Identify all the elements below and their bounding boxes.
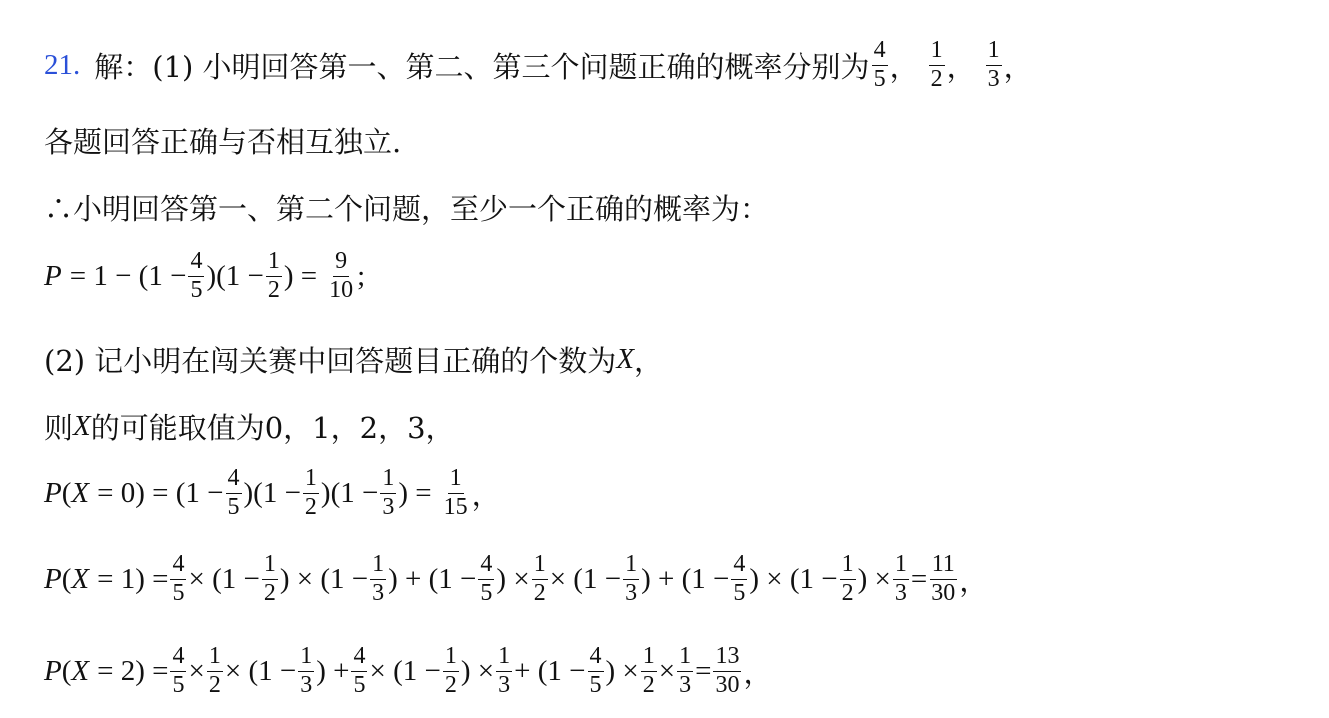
therefore-line xyxy=(44,179,769,235)
fraction: $\frac{1}{3}$ xyxy=(382,465,395,520)
fraction: $\frac{4}{5}$ xyxy=(480,551,493,606)
random-variable-line: (2) 记小明在闯关赛中回答题目正确的个数为 X ， xyxy=(44,342,664,378)
fraction: $\frac{4}{5}$ xyxy=(190,248,203,303)
fraction: $\frac{1}{2}$ xyxy=(208,643,221,698)
problem-intro-text: 解：(1) 小明回答第一、第二、第三个问题正确的概率分别为 xyxy=(94,49,870,84)
fraction: $\frac{4}{5}$ xyxy=(353,643,366,698)
independence-line xyxy=(44,112,401,168)
fraction: $\frac{1}{2}$ xyxy=(642,643,655,698)
fraction: $\frac{4}{5}$ xyxy=(172,551,185,606)
possible-values-line: 则 X 的可能取值为0，1，2，3， xyxy=(44,409,455,445)
fraction: $\frac{4}{5}$ xyxy=(227,465,240,520)
fraction: $\frac{1}{3}$ xyxy=(498,643,511,698)
therefore-text: ∴小明回答第一、第二个问题，至少一个正确的概率为： xyxy=(44,191,770,226)
independence-text: 各题回答正确与否相互独立. xyxy=(44,124,402,159)
probability-equation-line: P = 1 − (1 − $\frac{4}{5}$ )(1 − $\frac{1}{2}$ ) = $\frac{9}{10}$ ; xyxy=(44,248,366,303)
p-x-equals-1-line: P ( X = 1) = $\frac{4}{5}$ × (1 − $\frac{1}{2}$ ) × (1 − $\frac{1}{3}$ ) + (1 − $\frac{4}{5}$ ) × $\frac{1}{2}$ × (1 − $\frac{1}{3}$ ) + (1 − $\frac{4}{5}$ ) × (1 − $\frac{1}{2}$ ) × $\frac{1}{3}$ = $\frac{11}{30}$ ， xyxy=(44,551,989,606)
problem-heading-line: 21. 解：(1) 小明回答第一、第二、第三个问题正确的概率分别为 $\frac{4}{5}$ ， $\frac{1}{2}$ ， $\frac{1}{3}$ ， xyxy=(44,37,1033,92)
fraction: $\frac{13}{30}$ xyxy=(715,643,740,698)
fraction: $\frac{1}{3}$ xyxy=(987,37,1000,92)
fraction: $\frac{4}{5}$ xyxy=(733,551,746,606)
p-x-equals-0-line: P ( X = 0) = (1 − $\frac{4}{5}$ )(1 − $\frac{1}{2}$ )(1 − $\frac{1}{3}$ ) = $\frac{1}{15}$ ， xyxy=(44,465,501,520)
fraction: $\frac{1}{3}$ xyxy=(300,643,313,698)
p-x-equals-2-line: P ( X = 2) = $\frac{4}{5}$ × $\frac{1}{2}$ × (1 − $\frac{1}{3}$ ) + $\frac{4}{5}$ × (1 − $\frac{1}{2}$ ) × $\frac{1}{3}$ + (1 − $\frac{4}{5}$ ) × $\frac{1}{2}$ × $\frac{1}{3}$ = $\frac{13}{30}$ ， xyxy=(44,643,773,698)
fraction: $\frac{1}{2}$ xyxy=(444,643,457,698)
fraction: $\frac{1}{3}$ xyxy=(625,551,638,606)
fraction: $\frac{11}{30}$ xyxy=(931,551,956,606)
fraction: $\frac{1}{3}$ xyxy=(372,551,385,606)
fraction: $\frac{1}{2}$ xyxy=(533,551,546,606)
problem-number: 21. xyxy=(44,48,81,81)
fraction: $\frac{4}{5}$ xyxy=(873,37,886,92)
fraction: $\frac{1}{2}$ xyxy=(267,248,280,303)
fraction: $\frac{4}{5}$ xyxy=(172,643,185,698)
fraction: $\frac{1}{2}$ xyxy=(841,551,854,606)
fraction: $\frac{9}{10}$ xyxy=(329,248,354,303)
fraction: $\frac{1}{2}$ xyxy=(263,551,276,606)
fraction: $\frac{1}{3}$ xyxy=(679,643,692,698)
fraction: $\frac{1}{3}$ xyxy=(894,551,907,606)
fraction: $\frac{1}{15}$ xyxy=(443,465,468,520)
fraction: $\frac{1}{2}$ xyxy=(304,465,317,520)
fraction: $\frac{1}{2}$ xyxy=(930,37,943,92)
fraction: $\frac{4}{5}$ xyxy=(589,643,602,698)
